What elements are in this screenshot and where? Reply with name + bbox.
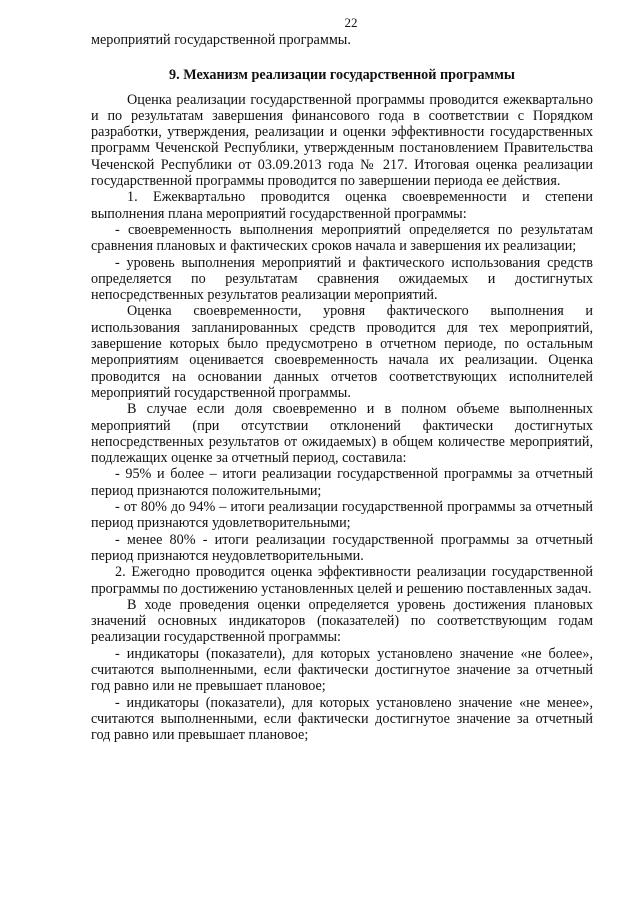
- paragraph: Оценка своевременности, уровня фактического выполнения и использования запланированных средств проводится для тех мероприятий, завершение которых было предусмотрено в отчетном периоде, по остальным мероприятиям оценивается своевременность начала их реализации. Оценка проводится на основании данных отчетов соответствующих исполнителей мероприятий государственной программы.: [91, 303, 593, 401]
- section-heading: 9. Механизм реализации государственной программы: [169, 67, 515, 84]
- paragraph: 2. Ежегодно проводится оценка эффективности реализации государственной программы по достижению установленных целей и решению поставленных задач.: [91, 564, 593, 597]
- page-number: 22: [344, 15, 358, 30]
- paragraph: Оценка реализации государственной программы проводится ежеквартально и по результатам завершения финансового года в соответствии с Порядком разработки, утверждения, реализации и оценки эффективности государственных программ Чеченской Республики, утвержденным постановлением Правительства Чеченской Республики от 03.09.2013 года № 217. Итоговая оценка реализации государственной программы проводится по завершении периода ее действия.: [91, 91, 593, 190]
- paragraph: В случае если доля своевременно и в полном объеме выполненных мероприятий (при отсутствии отклонений фактически достигнутых непосредственных результатов от ожидаемых) в общем количестве мероприятий, подлежащих оценке за отчетный период, составила:: [91, 401, 593, 467]
- list-item: - от 80% до 94% – итоги реализации государственной программы за отчетный период признаются удовлетворительными;: [91, 499, 593, 532]
- paragraph: 1. Ежеквартально проводится оценка своевременности и степени выполнения плана мероприятий государственной программы:: [91, 189, 593, 222]
- list-item: - менее 80% - итоги реализации государственной программы за отчетный период признаются неудовлетворительными.: [91, 531, 593, 564]
- continuation-line: мероприятий государственной программы.: [91, 32, 351, 48]
- paragraph: В ходе проведения оценки определяется уровень достижения плановых значений основных индикаторов (показателей) по соответствующим годам реализации государственной программы:: [91, 596, 593, 646]
- list-item: - индикаторы (показатели), для которых установлено значение «не менее», считаются выполненными, если фактически достигнутое значение за отчетный год равно или превышает плановое;: [91, 694, 593, 744]
- list-item: - 95% и более – итоги реализации государственной программы за отчетный период признаются положительными;: [91, 466, 593, 499]
- list-item: - уровень выполнения мероприятий и фактического использования средств определяется по результатам сравнения ожидаемых и достигнутых непосредственных результатов реализации мероприятий.: [91, 254, 593, 304]
- document-page: [91, 0, 593, 743]
- list-item: - индикаторы (показатели), для которых установлено значение «не более», считаются выполненными, если фактически достигнутое значение за отчетный год равно или не превышает плановое;: [91, 645, 593, 695]
- list-item: - своевременность выполнения мероприятий определяется по результатам сравнения плановых и фактических сроков начала и завершения их реализации;: [91, 221, 593, 255]
